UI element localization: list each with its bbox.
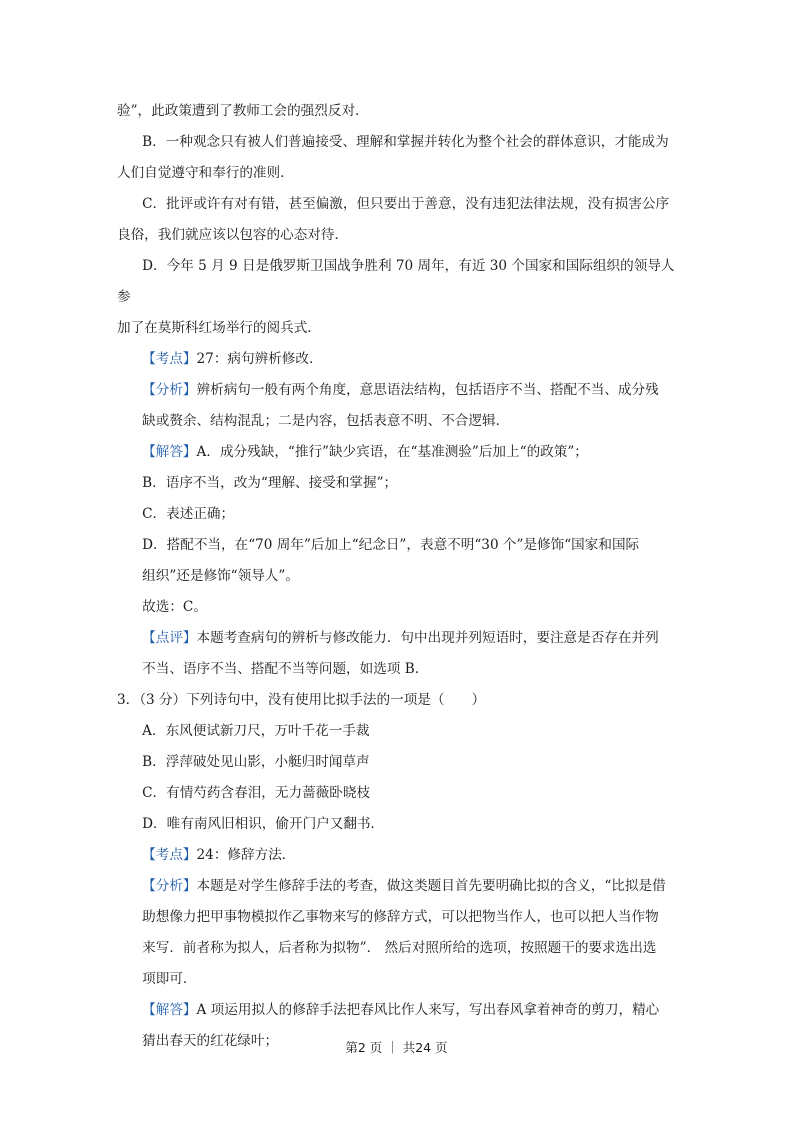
- jieda-tag: 【解答】: [142, 1002, 197, 1018]
- text-line: 猜出春天的红花绿叶；: [142, 1033, 279, 1049]
- jieda-text: A．成分残缺，“推行”缺少宾语，在“基准测验”后加上“的政策”；: [196, 444, 588, 460]
- fenxi-text: 辨析病句一般有两个角度，意思语法结构，包括语序不当、搭配不当、成分残: [196, 382, 659, 398]
- text-line: 良俗，我们就应该以包容的心态对待．: [117, 227, 349, 243]
- text-line: D．搭配不当，在“70 周年”后加上“纪念日”，表意不明“30 个”是修饰“国家和国际: [142, 537, 640, 553]
- jieda-text: A 项运用拟人的修辞手法把春风比作人来写，写出春风拿着神奇的剪刀，精心: [196, 1002, 660, 1018]
- question-3-option-d: D．唯有南风旧相识，偷开门户又翻书．: [142, 816, 385, 832]
- jieda-tag: 【解答】: [142, 444, 197, 460]
- page-footer: 第2 页 ｜ 共24 页: [345, 1040, 448, 1055]
- dianping-line: [117, 623, 677, 654]
- kaodian-text: 27：病句辨析修改．: [196, 351, 323, 367]
- kaodian-tag: 【考点】: [142, 847, 197, 863]
- fenxi-line: [117, 375, 677, 406]
- option-c-sentence: C．批评或许有对有错，甚至偏激，但只要出于善意，没有违犯法律法规，没有损害公序: [142, 196, 670, 212]
- option-d-sentence: D．今年 5 月 9 日是俄罗斯卫国战争胜利 70 周年，有近 30 个国家和国际组织的领导人参: [117, 258, 675, 305]
- text-line: 来写．前者称为拟人，后者称为拟物”． 然后对照所给的选项，按照题干的要求选出选: [142, 940, 657, 956]
- text-line: B．语序不当，改为“理解、接受和掌握”；: [142, 475, 398, 491]
- answer-line: 故选：C。: [142, 599, 207, 615]
- fenxi-tag: 【分析】: [142, 878, 197, 894]
- text-line: 验”，此政策遭到了教师工会的强烈反对．: [117, 103, 369, 119]
- question-3-option-b: B．浮萍破处见山影，小艇归时闻草声: [142, 754, 370, 770]
- fenxi-tag: 【分析】: [142, 382, 197, 398]
- fenxi-text: 本题是对学生修辞手法的考查，做这类题目首先要明确比拟的含义，“比拟是借: [196, 878, 666, 894]
- jieda-line: [117, 995, 677, 1026]
- text-line: 组织”还是修饰“领导人”。: [142, 568, 299, 584]
- option-b-sentence: B．一种观念只有被人们普遍接受、理解和掌握并转化为整个社会的群体意识，才能成为: [142, 134, 669, 150]
- kaodian-text: 24：修辞方法．: [196, 847, 296, 863]
- kaodian-line: [117, 344, 677, 375]
- kaodian-line: [117, 840, 677, 871]
- text-line: 不当、语序不当、搭配不当等问题，如选项 B．: [142, 661, 429, 677]
- kaodian-tag: 【考点】: [142, 351, 197, 367]
- question-3-option-c: C．有情芍药含春泪，无力蔷薇卧晓枝: [142, 785, 371, 801]
- page-content: [117, 96, 677, 1057]
- dianping-tag: 【点评】: [142, 630, 197, 646]
- text-line: 加了在莫斯科红场举行的阅兵式．: [117, 320, 321, 336]
- jieda-line: [117, 437, 677, 468]
- text-line: C．表述正确；: [142, 506, 235, 522]
- dianping-text: 本题考查病句的辨析与修改能力．句中出现并列短语时，要注意是否存在并列: [196, 630, 659, 646]
- question-3-stem: 3．（3 分）下列诗句中，没有使用比拟手法的一项是（ ）: [117, 692, 486, 708]
- text-line: 助想像力把甲事物模拟作乙事物来写的修辞方式，可以把物当作人，也可以把人当作物: [142, 909, 659, 925]
- fenxi-line: [117, 871, 677, 902]
- text-line: 人们自觉遵守和奉行的准则．: [117, 165, 294, 181]
- text-line: 项即可．: [142, 971, 197, 987]
- question-3-option-a: A．东风便试新刀尺，万叶千花一手裁: [142, 723, 370, 739]
- text-line: 缺或赘余、结构混乱；二是内容，包括表意不明、不合逻辑．: [142, 413, 510, 429]
